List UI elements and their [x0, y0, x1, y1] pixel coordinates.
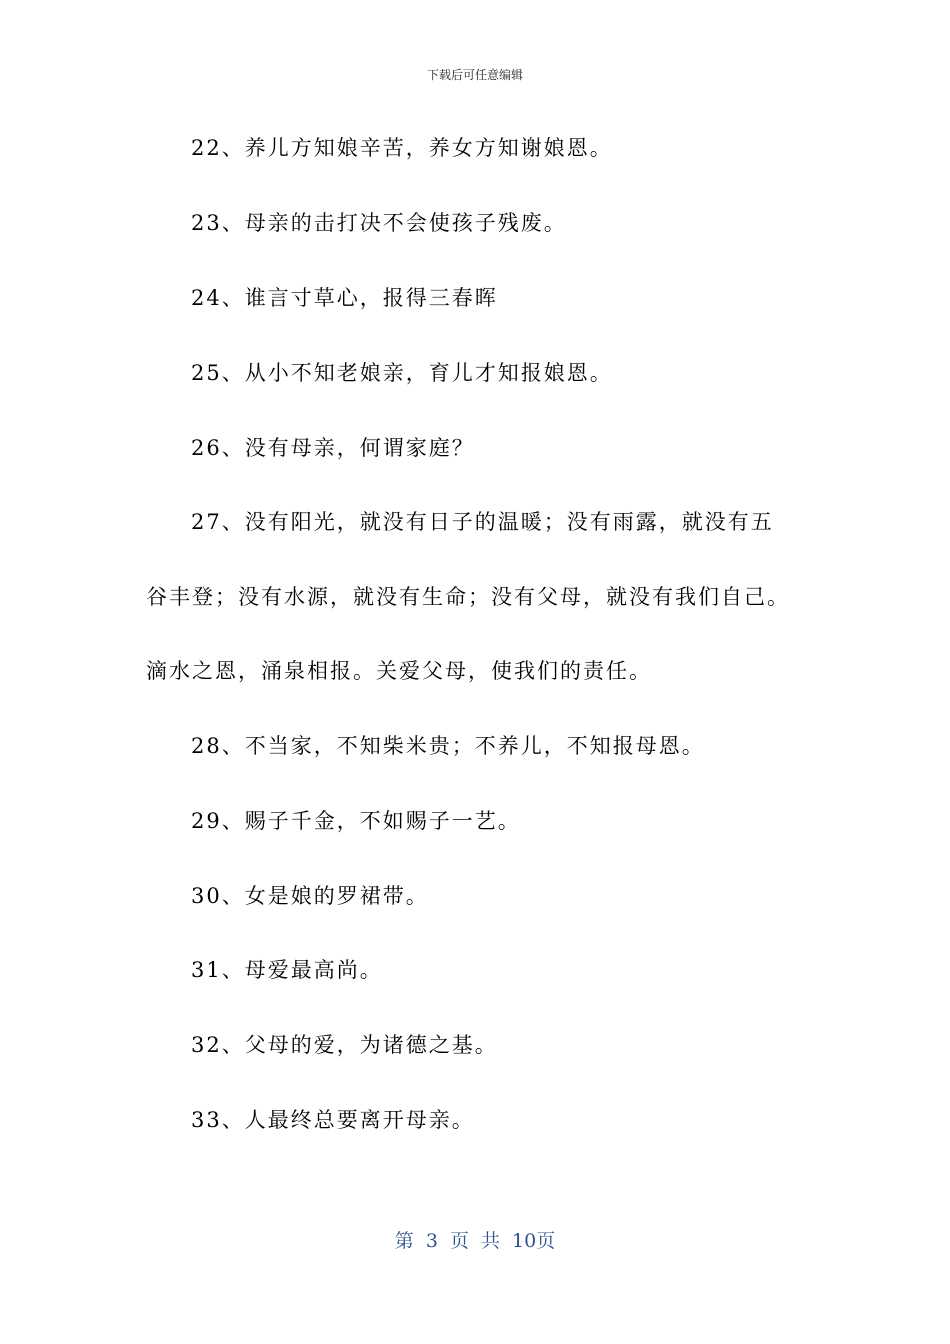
item-27-line-2: 谷丰登；没有水源，就没有生命；没有父母，就没有我们自己。	[146, 585, 790, 609]
page-footer: 第 3 页 共 10页	[394, 1230, 556, 1252]
item-22: 22、养儿方知娘辛苦，养女方知谢娘恩。	[191, 136, 613, 160]
item-28: 28、不当家，不知柴米贵；不养儿，不知报母恩。	[191, 734, 705, 758]
item-29: 29、赐子千金，不如赐子一艺。	[191, 809, 521, 833]
item-27-line-1: 27、没有阳光，就没有日子的温暖；没有雨露，就没有五	[191, 510, 774, 534]
item-24: 24、谁言寸草心，报得三春晖	[191, 286, 498, 310]
item-31: 31、母爱最高尚。	[191, 958, 383, 982]
item-33: 33、人最终总要离开母亲。	[191, 1108, 475, 1132]
item-30: 30、女是娘的罗裙带。	[191, 884, 429, 908]
item-23: 23、母亲的击打决不会使孩子残废。	[191, 211, 567, 235]
page-header: 下载后可任意编辑	[426, 68, 523, 82]
item-25: 25、从小不知老娘亲，育儿才知报娘恩。	[191, 361, 613, 385]
item-32: 32、父母的爱，为诸德之基。	[191, 1033, 498, 1057]
item-27-line-3: 滴水之恩，涌泉相报。关爱父母，使我们的责任。	[146, 659, 652, 683]
item-26: 26、没有母亲，何谓家庭？	[191, 436, 475, 460]
